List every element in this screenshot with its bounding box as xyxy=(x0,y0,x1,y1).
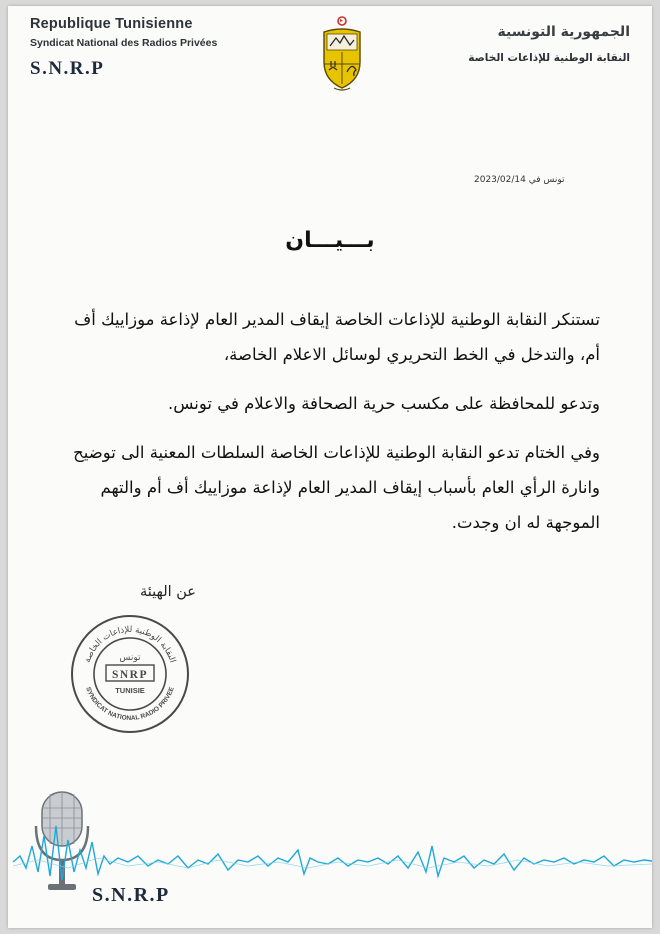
snrp-logo-text: S.N.R.P xyxy=(30,58,105,79)
stamp-outer-french: SYNDICAT NATIONAL RADIO PRIVEE xyxy=(84,686,176,723)
statement-body xyxy=(66,302,600,554)
header-french xyxy=(30,16,217,80)
footer-snrp-logo: S.N.R.P xyxy=(92,884,170,906)
stamp-logo: SNRP xyxy=(111,669,149,681)
snrp-stamp-icon xyxy=(68,612,192,736)
document-date: تونس في 2023/02/14 xyxy=(474,175,565,185)
paragraph-2: وتدعو للمحافظة على مكسب حرية الصحافة والاعلام في تونس. xyxy=(167,394,600,413)
stamp-city-french: TUNISIE xyxy=(115,686,145,695)
tunisia-coat-of-arms-icon xyxy=(314,14,370,94)
document-title: بـــيـــان xyxy=(285,228,375,253)
syndicate-name-ar: النقابة الوطنية للإذاعات الخاصة xyxy=(468,52,630,64)
country-name-ar: الجمهورية التونسية xyxy=(497,24,630,40)
syndicate-name-fr: Syndicat National des Radios Privées xyxy=(30,37,218,49)
header-arabic xyxy=(468,24,630,64)
stamp-city-arabic: تونس xyxy=(119,653,141,663)
paragraph-1: تستنكر النقابة الوطنية للإذاعات الخاصة إيقاف المدير العام لإذاعة موزاييك أف أم، والتدخل في الخط التحريري لوسائل الاعلام الخاصة، xyxy=(74,310,600,364)
signature-line: عن الهيئة xyxy=(140,584,196,600)
document-page xyxy=(8,6,652,928)
soundwave-line xyxy=(13,826,652,880)
paragraph-3: وفي الختام تدعو النقابة الوطنية للإذاعات الخاصة السلطات المعنية الى توضيح وانارة الرأي العام بأسباب إيقاف المدير العام لإذاعة موزاييك أف أم والتهم الموجهة له ان وجدت. xyxy=(73,443,600,532)
stamp-outer-arabic: النقابة الوطنية للإذاعات الخاصة xyxy=(82,624,178,665)
country-name-fr: Republique Tunisienne xyxy=(30,16,193,32)
